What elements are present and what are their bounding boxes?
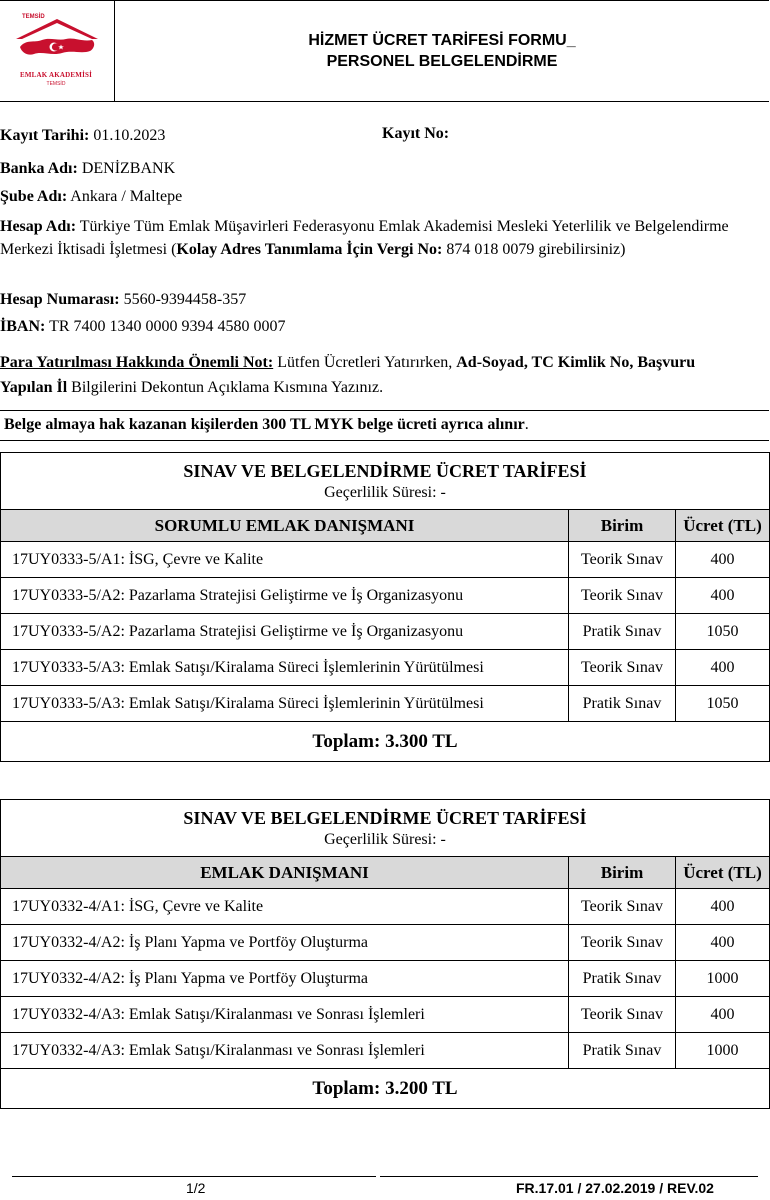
important-note (0, 350, 750, 400)
note-bold: Ad-Soyad, TC Kimlik No, Başvuru Yapılan İl (0, 354, 696, 396)
row-name: 17UY0333-5/A3: Emlak Satışı/Kiralama Süreci İşlemlerinin Yürütülmesi (1, 650, 569, 686)
form-title (115, 1, 769, 101)
table-row (1, 578, 770, 614)
iban (0, 316, 750, 338)
col-header-unit: Birim (569, 510, 676, 542)
tariff-table-sorumlu (0, 452, 770, 762)
row-unit: Pratik Sınav (569, 1033, 676, 1069)
row-unit: Pratik Sınav (569, 961, 676, 997)
table-title: SINAV VE BELGELENDİRME ÜCRET TARİFESİ (183, 461, 587, 481)
hesap-value: Türkiye Tüm Emlak Müşavirleri Federasyonu Emlak Akademisi Mesleki Yeterlilik ve Belgelendirme Merkezi İktisadi İşletmesi ( (0, 218, 729, 258)
form-title-line1: HİZMET ÜCRET TARİFESİ FORMU_ (308, 32, 576, 49)
page-number: 1/2 (186, 1180, 206, 1196)
form-code: FR.17.01 / 27.02.2019 / REV.02 (516, 1180, 714, 1196)
table-title-row (1, 453, 770, 510)
row-unit: Teorik Sınav (569, 542, 676, 578)
row-fee: 400 (676, 578, 770, 614)
note-label: Para Yatırılması Hakkında Önemli Not: (0, 354, 274, 371)
vergi-value: 874 018 0079 girebilirsiniz) (446, 241, 626, 258)
kayit-tarihi-value: 01.10.2023 (93, 127, 166, 144)
row-name: 17UY0333-5/A3: Emlak Satışı/Kiralama Süreci İşlemlerinin Yürütülmesi (1, 686, 569, 722)
row-unit: Teorik Sınav (569, 650, 676, 686)
row-fee: 400 (676, 925, 770, 961)
col-header-name: SORUMLU EMLAK DANIŞMANI (1, 510, 569, 542)
row-unit: Teorik Sınav (569, 925, 676, 961)
table-row (1, 614, 770, 650)
iban-label: İBAN: (0, 318, 46, 335)
sube-label: Şube Adı: (0, 188, 68, 205)
row-name: 17UY0332-4/A3: Emlak Satışı/Kiralanması ve Sonrası İşlemleri (1, 1033, 569, 1069)
table-row (1, 1033, 770, 1069)
tariff-table-danisman (0, 799, 770, 1109)
row-fee: 1000 (676, 1033, 770, 1069)
sube-adi (0, 186, 750, 208)
row-unit: Teorik Sınav (569, 578, 676, 614)
logo-cell (0, 1, 115, 101)
col-header-fee: Ücret (TL) (676, 510, 770, 542)
row-name: 17UY0333-5/A2: Pazarlama Stratejisi Geliştirme ve İş Organizasyonu (1, 578, 569, 614)
note-text1: Lütfen Ücretleri Yatırırken, (273, 354, 457, 371)
banka-adi (0, 158, 750, 180)
table-title: SINAV VE BELGELENDİRME ÜCRET TARİFESİ (183, 808, 587, 828)
row-fee: 1000 (676, 961, 770, 997)
table-row (1, 961, 770, 997)
form-title-line2: PERSONEL BELGELENDİRME (326, 53, 558, 70)
table-title-cell (1, 800, 770, 857)
iban-value: TR 7400 1340 0000 9394 4580 0007 (49, 318, 286, 335)
note-text2: Bilgilerini Dekontun Açıklama Kısmına Yazınız. (67, 379, 384, 396)
row-fee: 400 (676, 997, 770, 1033)
row-fee: 400 (676, 542, 770, 578)
table-title-cell (1, 453, 770, 510)
emlak-akademisi-logo (12, 13, 102, 71)
table-header-row (1, 857, 770, 889)
table-row (1, 997, 770, 1033)
row-name: 17UY0332-4/A1: İSG, Çevre ve Kalite (1, 889, 569, 925)
hesap-no-label: Hesap Numarası: (0, 291, 120, 308)
table-validity: Geçerlilik Süresi: - (324, 484, 446, 501)
table-row (1, 650, 770, 686)
row-unit: Teorik Sınav (569, 889, 676, 925)
document-header (0, 0, 769, 102)
kayit-tarihi-label: Kayıt Tarihi: (0, 127, 90, 144)
row-fee: 400 (676, 889, 770, 925)
row-unit: Teorik Sınav (569, 997, 676, 1033)
logo-top-text: TEMSİD (22, 14, 45, 20)
table-total: Toplam: 3.200 TL (1, 1069, 770, 1109)
kayit-no-label: Kayıt No: (382, 125, 450, 142)
table-header-row (1, 510, 770, 542)
table-row (1, 925, 770, 961)
row-name: 17UY0332-4/A2: İş Planı Yapma ve Portföy Oluşturma (1, 961, 569, 997)
footer-divider-right (380, 1176, 758, 1177)
col-header-unit: Birim (569, 857, 676, 889)
col-header-fee: Ücret (TL) (676, 857, 770, 889)
kayit-tarihi (0, 125, 750, 147)
row-name: 17UY0332-4/A2: İş Planı Yapma ve Portföy Oluşturma (1, 925, 569, 961)
hesap-label: Hesap Adı: (0, 218, 77, 235)
table-row (1, 542, 770, 578)
banka-value: DENİZBANK (81, 160, 176, 177)
table-total: Toplam: 3.300 TL (1, 722, 770, 762)
table-total-row (1, 1069, 770, 1109)
col-header-name: EMLAK DANIŞMANI (1, 857, 569, 889)
banka-label: Banka Adı: (0, 160, 78, 177)
belge-note-end: . (524, 416, 529, 433)
row-unit: Pratik Sınav (569, 686, 676, 722)
belge-note (0, 410, 769, 441)
table-validity: Geçerlilik Süresi: - (324, 831, 446, 848)
table-row (1, 686, 770, 722)
vergi-label: Kolay Adres Tanımlama İçin Vergi No: (176, 241, 443, 258)
sube-value: Ankara / Maltepe (70, 188, 183, 205)
row-fee: 400 (676, 650, 770, 686)
hesap-no-value: 5560-9394458-357 (123, 291, 247, 308)
row-unit: Pratik Sınav (569, 614, 676, 650)
row-name: 17UY0332-4/A3: Emlak Satışı/Kiralanması ve Sonrası İşlemleri (1, 997, 569, 1033)
row-fee: 1050 (676, 686, 770, 722)
belge-note-text: Belge almaya hak kazanan kişilerden 300 TL MYK belge ücreti ayrıca alınır (4, 416, 525, 433)
row-name: 17UY0333-5/A2: Pazarlama Stratejisi Geliştirme ve İş Organizasyonu (1, 614, 569, 650)
row-fee: 1050 (676, 614, 770, 650)
hesap-numarasi (0, 289, 750, 311)
logo-text: EMLAK AKADEMİSİ (19, 71, 93, 79)
table-row (1, 889, 770, 925)
hesap-adi (0, 215, 750, 261)
table-total-row (1, 722, 770, 762)
logo-subtext: TEMSİD (46, 81, 66, 87)
row-name: 17UY0333-5/A1: İSG, Çevre ve Kalite (1, 542, 569, 578)
table-title-row (1, 800, 770, 857)
footer-divider-left (12, 1176, 376, 1177)
